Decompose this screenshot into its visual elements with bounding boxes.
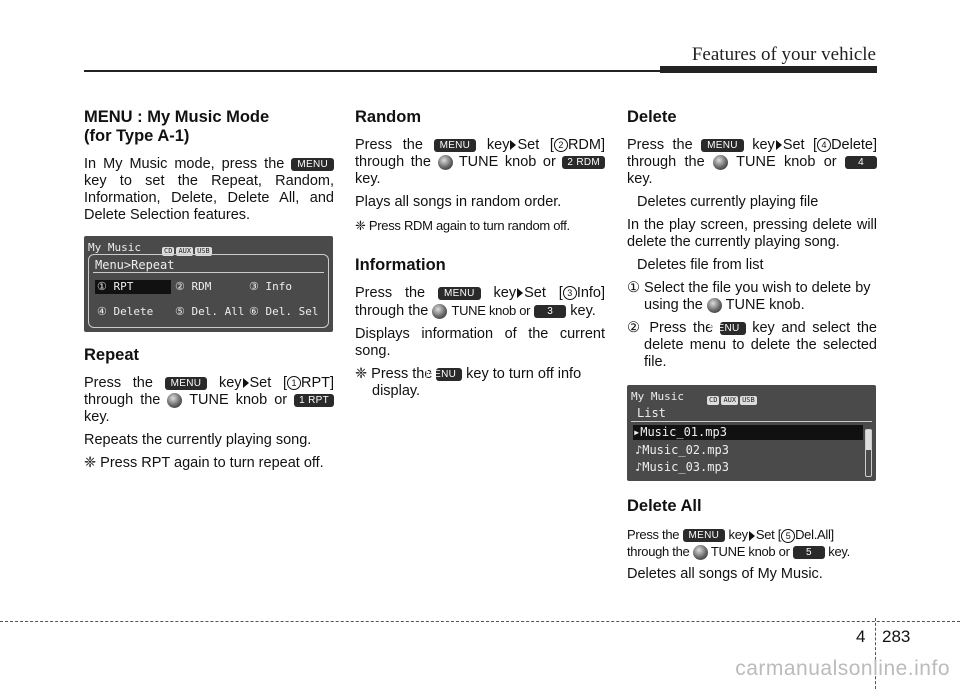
menu-item-info[interactable]: ③ Info: [249, 280, 292, 293]
repeat-note: ❈ Press RPT again to turn repeat off.: [84, 455, 324, 471]
tune-knob-icon: [713, 155, 728, 170]
repeat-description: Repeats the currently playing song.: [84, 432, 312, 448]
delete-all-heading: Delete All: [627, 497, 702, 515]
header-bar: [660, 66, 877, 73]
file-item[interactable]: ♪Music_03.mp3: [635, 460, 729, 474]
file-list-screen: [627, 385, 876, 481]
chapter-number: 4: [856, 627, 866, 646]
random-description: Plays all songs in random order.: [355, 194, 562, 210]
menu-item-rdm[interactable]: ② RDM: [175, 280, 212, 293]
del-all-key: 5: [793, 546, 825, 559]
screen-app-title: My Music: [631, 390, 684, 403]
circled-three-icon: 3: [563, 286, 577, 300]
menu-key: MENU: [436, 368, 462, 381]
delete-desc-3: Deletes file from list: [637, 257, 764, 273]
delete-instructions: Press the MENU key Set [ 4 Delete] through the TUNE knob or 4 key.: [627, 137, 878, 187]
intro-paragraph: In My Music mode, press the MENU key to set the Repeat, Random, Information, Delete, Delete All, and Delete Selection features.: [84, 156, 334, 223]
arrow-icon: [517, 288, 523, 298]
menu-item-rpt[interactable]: ① RPT: [95, 280, 171, 294]
info-note: ❈ Press the MENU key to turn off info display.: [355, 366, 582, 399]
menu-item-del-all[interactable]: ⑤ Del. All: [175, 305, 245, 318]
menu-item-delete[interactable]: ④ Delete: [97, 305, 154, 318]
delete-all-instructions: Press the MENU key Set [ 5 Del.All] through the TUNE knob or 5 key.: [627, 527, 850, 559]
circled-two-icon: 2: [554, 138, 568, 152]
menu-key: MENU: [438, 287, 481, 300]
delete-all-description: Deletes all songs of My Music.: [627, 566, 823, 583]
arrow-icon: [243, 378, 249, 388]
repeat-instructions: Press the MENU key Set [ 1 RPT] through the TUNE knob or 1 RPT key.: [84, 375, 335, 425]
rdm-key: 2 RDM: [562, 156, 605, 169]
section-heading: MENU : My Music Mode (for Type A-1): [84, 108, 270, 145]
source-tags: CD AUX USB: [709, 396, 755, 404]
arrow-icon: [749, 531, 755, 541]
delete-step-2: ② Press the MENU key and select the delete menu to delete the selected file.: [627, 320, 877, 370]
list-title: List: [637, 406, 666, 420]
info-key: 3: [534, 305, 566, 318]
circled-five-icon: 5: [781, 529, 795, 543]
menu-key: MENU: [434, 139, 477, 152]
delete-key: 4: [845, 156, 877, 169]
tune-knob-icon: [432, 304, 447, 319]
scrollbar[interactable]: [865, 429, 872, 477]
watermark: carmanualsonline.info: [735, 657, 950, 680]
random-heading: Random: [355, 108, 421, 126]
menu-item-del-sel[interactable]: ⑥ Del. Sel: [249, 305, 319, 318]
music-note-icon: ♪: [635, 460, 643, 474]
repeat-heading: Repeat: [84, 346, 140, 364]
menu-key: MENU: [701, 139, 744, 152]
circled-one-icon: 1: [287, 376, 301, 390]
delete-desc-1: Deletes currently playing file: [637, 194, 819, 210]
delete-step-1: ① Select the file you wish to delete by using the TUNE knob.: [627, 280, 871, 313]
header-rule: [84, 70, 660, 72]
footer-rule: [0, 621, 960, 622]
file-item[interactable]: ♪Music_02.mp3: [635, 443, 729, 457]
random-note: ❈ Press RDM again to turn random off.: [355, 218, 570, 233]
column-random-info: [355, 108, 605, 406]
menu-key: MENU: [720, 322, 746, 335]
play-icon: ▸: [633, 425, 641, 439]
page-number: 283: [882, 627, 911, 646]
menu-key: MENU: [165, 377, 208, 390]
info-heading: Information: [355, 256, 446, 274]
tune-knob-icon: [167, 393, 182, 408]
column-my-music: [84, 108, 334, 478]
tune-knob-icon: [707, 298, 722, 313]
repeat-menu-screen: [84, 236, 333, 332]
info-instructions: Press the MENU key Set [ 3 Info] through the TUNE knob or 3 key.: [355, 285, 606, 319]
file-item-selected[interactable]: ▸Music_01.mp3: [633, 425, 863, 440]
arrow-icon: [510, 140, 516, 150]
column-delete: [627, 108, 877, 589]
info-description: Displays information of the current song.: [355, 326, 605, 359]
tune-knob-icon: [438, 155, 453, 170]
menu-key: MENU: [683, 529, 726, 542]
random-instructions: Press the MENU key Set [ 2 RDM] through the TUNE knob or 2 RDM key.: [355, 137, 605, 187]
tune-knob-icon: [693, 545, 708, 560]
rpt-key: 1 RPT: [294, 394, 334, 407]
delete-heading: Delete: [627, 108, 677, 126]
arrow-icon: [776, 140, 782, 150]
circled-four-icon: 4: [817, 138, 831, 152]
menu-key: MENU: [291, 158, 334, 171]
source-tags: CD AUX USB: [164, 247, 210, 255]
music-note-icon: ♪: [635, 443, 643, 457]
screen-app-title: My Music: [88, 241, 141, 254]
header-title: Features of your vehicle: [691, 44, 876, 65]
menu-title: Menu>Repeat: [95, 258, 175, 272]
delete-desc-2: In the play screen, pressing delete will delete the currently playing song.: [627, 217, 877, 250]
